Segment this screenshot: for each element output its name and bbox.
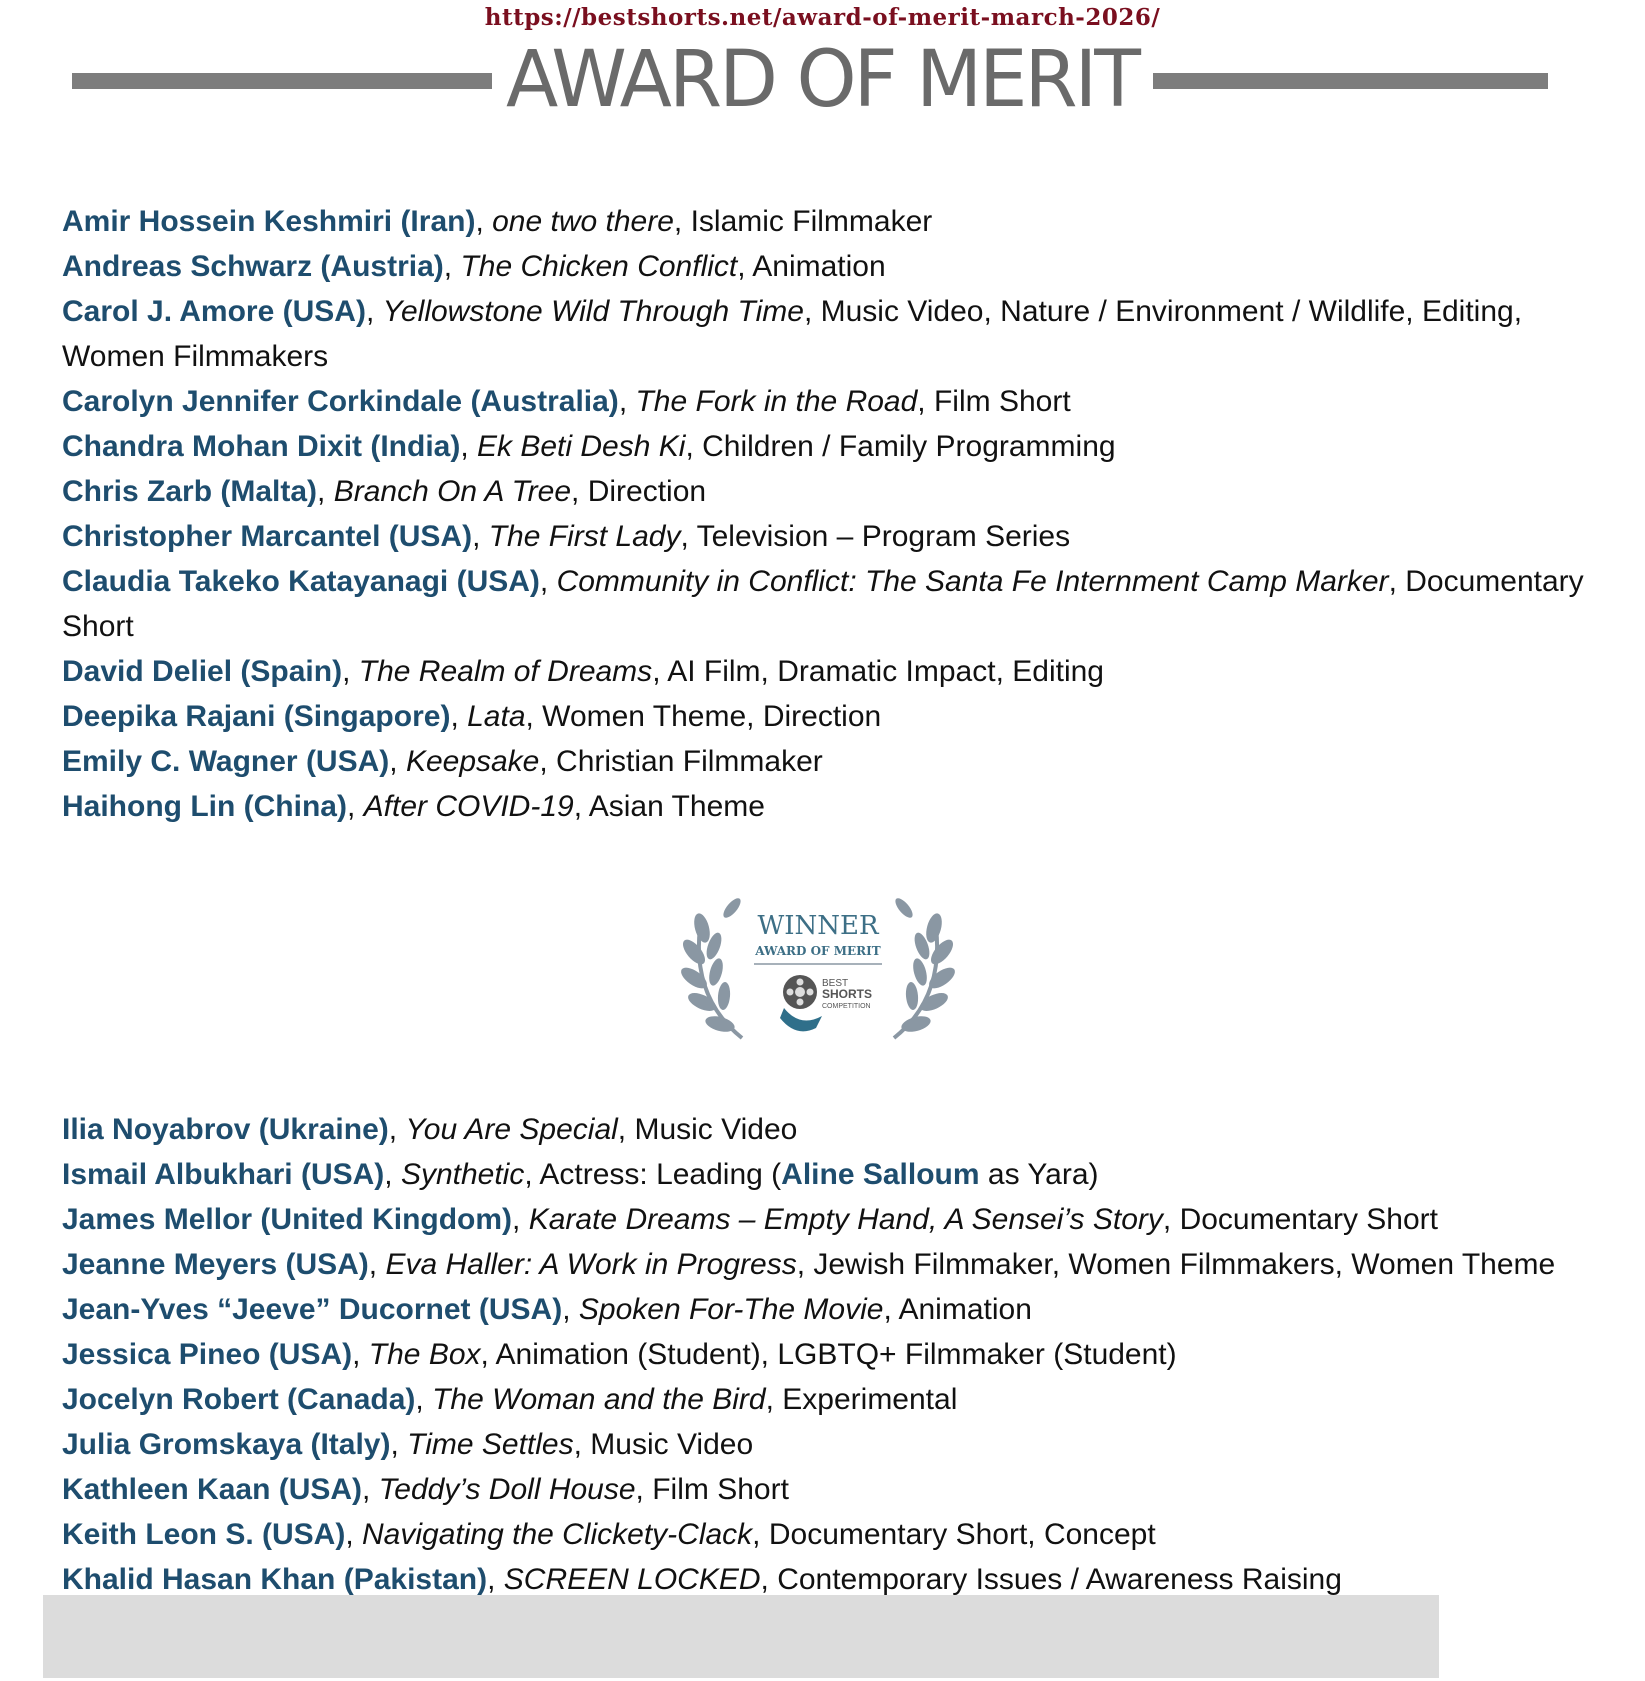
- award-categories: Animation: [752, 250, 886, 283]
- winners-list-a: [62, 199, 1592, 829]
- winner-entry: Jeanne Meyers (USA), Eva Haller: A Work in Progress, Jewish Filmmaker, Women Filmmakers, Women Theme: [62, 1248, 1556, 1281]
- award-categories: Contemporary Issues / Awareness Raising: [777, 1563, 1342, 1596]
- film-title: After COVID-19: [363, 790, 574, 823]
- page-url[interactable]: https://bestshorts.net/award-of-merit-march-2026/: [484, 4, 1161, 31]
- entrant-name-link[interactable]: Jessica Pineo (USA): [62, 1338, 353, 1371]
- award-categories: Documentary Short, Concept: [768, 1518, 1156, 1551]
- award-categories: Television – Program Series: [696, 520, 1071, 553]
- winner-entry: Ismail Albukhari (USA), Synthetic, Actress: Leading (Aline Salloum as Yara): [62, 1158, 1099, 1191]
- entrant-name-link[interactable]: Ilia Noyabrov (Ukraine): [62, 1113, 389, 1146]
- award-categories: Children / Family Programming: [702, 430, 1116, 463]
- film-title: Time Settles: [407, 1428, 574, 1461]
- entrant-name-link[interactable]: Kathleen Kaan (USA): [62, 1473, 363, 1506]
- film-title: Ek Beti Desh Ki: [477, 430, 686, 463]
- entrant-name-link[interactable]: Keith Leon S. (USA): [62, 1518, 346, 1551]
- winner-entry: Khalid Hasan Khan (Pakistan), SCREEN LOCKED, Contemporary Issues / Awareness Raising: [62, 1563, 1342, 1596]
- film-title: The Box: [368, 1338, 481, 1371]
- award-categories: Documentary Short: [62, 565, 1584, 643]
- actor-role: as Yara): [979, 1158, 1099, 1191]
- winner-entry: Chris Zarb (Malta), Branch On A Tree, Direction: [62, 475, 707, 508]
- winner-entry: Carol J. Amore (USA), Yellowstone Wild Through Time, Music Video, Nature / Environment / Wildlife, Editing, Women Filmmakers: [62, 295, 1523, 373]
- film-title: Community in Conflict: The Santa Fe Internment Camp Marker: [556, 565, 1389, 598]
- film-title: The Chicken Conflict: [460, 250, 738, 283]
- winner-entry: Keith Leon S. (USA), Navigating the Clickety-Clack, Documentary Short, Concept: [62, 1518, 1156, 1551]
- film-title: Lata: [467, 700, 526, 733]
- winner-entry: Ilia Noyabrov (Ukraine), You Are Special, Music Video: [62, 1113, 798, 1146]
- winner-badge: [672, 888, 964, 1048]
- entrant-name-link[interactable]: Carolyn Jennifer Corkindale (Australia): [62, 385, 619, 418]
- award-categories: Islamic Filmmaker: [690, 205, 933, 238]
- film-title: Keepsake: [405, 745, 540, 778]
- film-title: You Are Special: [405, 1113, 618, 1146]
- film-title: Synthetic: [400, 1158, 525, 1191]
- award-categories: Film Short: [933, 385, 1071, 418]
- film-title: SCREEN LOCKED: [503, 1563, 761, 1596]
- entrant-name-link[interactable]: Claudia Takeko Katayanagi (USA): [62, 565, 540, 598]
- film-title: The First Lady: [488, 520, 681, 553]
- award-categories: Music Video: [590, 1428, 754, 1461]
- entrant-name-link[interactable]: Khalid Hasan Khan (Pakistan): [62, 1563, 488, 1596]
- winner-entry: Emily C. Wagner (USA), Keepsake, Christian Filmmaker: [62, 745, 823, 778]
- film-title: Teddy’s Doll House: [378, 1473, 636, 1506]
- award-categories: Direction: [587, 475, 707, 508]
- entrant-name-link[interactable]: David Deliel (Spain): [62, 655, 343, 688]
- winner-entry: James Mellor (United Kingdom), Karate Dreams – Empty Hand, A Sensei’s Story, Documentary Short: [62, 1203, 1439, 1236]
- award-categories: Music Video, Nature / Environment / Wildlife, Editing, Women Filmmakers: [62, 295, 1523, 373]
- film-title: The Fork in the Road: [635, 385, 918, 418]
- film-title: The Realm of Dreams: [358, 655, 653, 688]
- award-header: [72, 35, 1548, 125]
- badge-logo-competition: COMPETITION: [822, 1003, 871, 1010]
- selection-highlight: [43, 1595, 1439, 1678]
- winners-list-b: [62, 1107, 1592, 1602]
- header-rule-left: [72, 73, 492, 89]
- header-rule-right: [1153, 73, 1548, 89]
- entrant-name-link[interactable]: Jean-Yves “Jeeve” Ducornet (USA): [62, 1293, 563, 1326]
- winner-entry: Christopher Marcantel (USA), The First Lady, Television – Program Series: [62, 520, 1071, 553]
- winner-entry: Amir Hossein Keshmiri (Iran), one two there, Islamic Filmmaker: [62, 205, 933, 238]
- entrant-name-link[interactable]: Haihong Lin (China): [62, 790, 347, 823]
- laurel-wreath-icon: [672, 888, 964, 1048]
- award-categories: Women Theme, Direction: [542, 700, 882, 733]
- entrant-name-link[interactable]: Andreas Schwarz (Austria): [62, 250, 444, 283]
- winner-entry: Jean-Yves “Jeeve” Ducornet (USA), Spoken For-The Movie, Animation: [62, 1293, 1032, 1326]
- badge-logo-shorts: SHORTS: [822, 987, 873, 1001]
- header-title: AWARD OF MERIT: [506, 35, 1138, 125]
- winner-entry: Deepika Rajani (Singapore), Lata, Women Theme, Direction: [62, 700, 882, 733]
- winner-entry: Chandra Mohan Dixit (India), Ek Beti Desh Ki, Children / Family Programming: [62, 430, 1116, 463]
- entrant-name-link[interactable]: James Mellor (United Kingdom): [62, 1203, 513, 1236]
- film-title: Spoken For-The Movie: [578, 1293, 884, 1326]
- film-title: Karate Dreams – Empty Hand, A Sensei’s Story: [528, 1203, 1163, 1236]
- award-categories: Film Short: [652, 1473, 789, 1506]
- entrant-name-link[interactable]: Julia Gromskaya (Italy): [62, 1428, 391, 1461]
- award-categories: Documentary Short: [1179, 1203, 1439, 1236]
- film-title: Eva Haller: A Work in Progress: [385, 1248, 797, 1281]
- entrant-name-link[interactable]: Emily C. Wagner (USA): [62, 745, 390, 778]
- winner-entry: Kathleen Kaan (USA), Teddy’s Doll House, Film Short: [62, 1473, 789, 1506]
- award-categories: Experimental: [782, 1383, 958, 1416]
- winner-entry: Claudia Takeko Katayanagi (USA), Community in Conflict: The Santa Fe Internment Camp Marker, Documentary Short: [62, 565, 1584, 643]
- film-title: one two there: [492, 205, 674, 238]
- film-title: The Woman and the Bird: [432, 1383, 766, 1416]
- winner-entry: Julia Gromskaya (Italy), Time Settles, Music Video: [62, 1428, 754, 1461]
- award-categories: Jewish Filmmaker, Women Filmmakers, Women Theme: [813, 1248, 1556, 1281]
- badge-award-text: AWARD OF MERIT: [755, 944, 881, 958]
- entrant-name-link[interactable]: Chandra Mohan Dixit (India): [62, 430, 461, 463]
- actor-name-link[interactable]: Aline Salloum: [781, 1158, 980, 1191]
- winner-entry: Jocelyn Robert (Canada), The Woman and the Bird, Experimental: [62, 1383, 958, 1416]
- winner-entry: Carolyn Jennifer Corkindale (Australia), The Fork in the Road, Film Short: [62, 385, 1071, 418]
- film-title: Branch On A Tree: [333, 475, 572, 508]
- entrant-name-link[interactable]: Jocelyn Robert (Canada): [62, 1383, 416, 1416]
- entrant-name-link[interactable]: Deepika Rajani (Singapore): [62, 700, 451, 733]
- winner-entry: Andreas Schwarz (Austria), The Chicken Conflict, Animation: [62, 250, 886, 283]
- award-categories: Actress: Leading (: [539, 1158, 782, 1191]
- award-categories: Asian Theme: [588, 790, 765, 823]
- entrant-name-link[interactable]: Carol J. Amore (USA): [62, 295, 366, 328]
- award-categories: AI Film, Dramatic Impact, Editing: [667, 655, 1104, 688]
- film-title: Navigating the Clickety-Clack: [362, 1518, 753, 1551]
- entrant-name-link[interactable]: Chris Zarb (Malta): [62, 475, 318, 508]
- award-categories: Music Video: [634, 1113, 798, 1146]
- award-categories: Animation: [898, 1293, 1032, 1326]
- badge-logo-best: BEST: [822, 978, 849, 989]
- entrant-name-link[interactable]: Jeanne Meyers (USA): [62, 1248, 369, 1281]
- award-categories: Animation (Student), LGBTQ+ Filmmaker (Student): [495, 1338, 1177, 1371]
- winner-entry: Haihong Lin (China), After COVID-19, Asian Theme: [62, 790, 765, 823]
- winner-entry: Jessica Pineo (USA), The Box, Animation (Student), LGBTQ+ Filmmaker (Student): [62, 1338, 1177, 1371]
- winner-entry: David Deliel (Spain), The Realm of Dreams, AI Film, Dramatic Impact, Editing: [62, 655, 1104, 688]
- badge-winner-text: WINNER: [757, 911, 879, 941]
- award-categories: Christian Filmmaker: [556, 745, 823, 778]
- entrant-name-link[interactable]: Christopher Marcantel (USA): [62, 520, 473, 553]
- film-title: Yellowstone Wild Through Time: [382, 295, 804, 328]
- entrant-name-link[interactable]: Ismail Albukhari (USA): [62, 1158, 385, 1191]
- entrant-name-link[interactable]: Amir Hossein Keshmiri (Iran): [62, 205, 476, 238]
